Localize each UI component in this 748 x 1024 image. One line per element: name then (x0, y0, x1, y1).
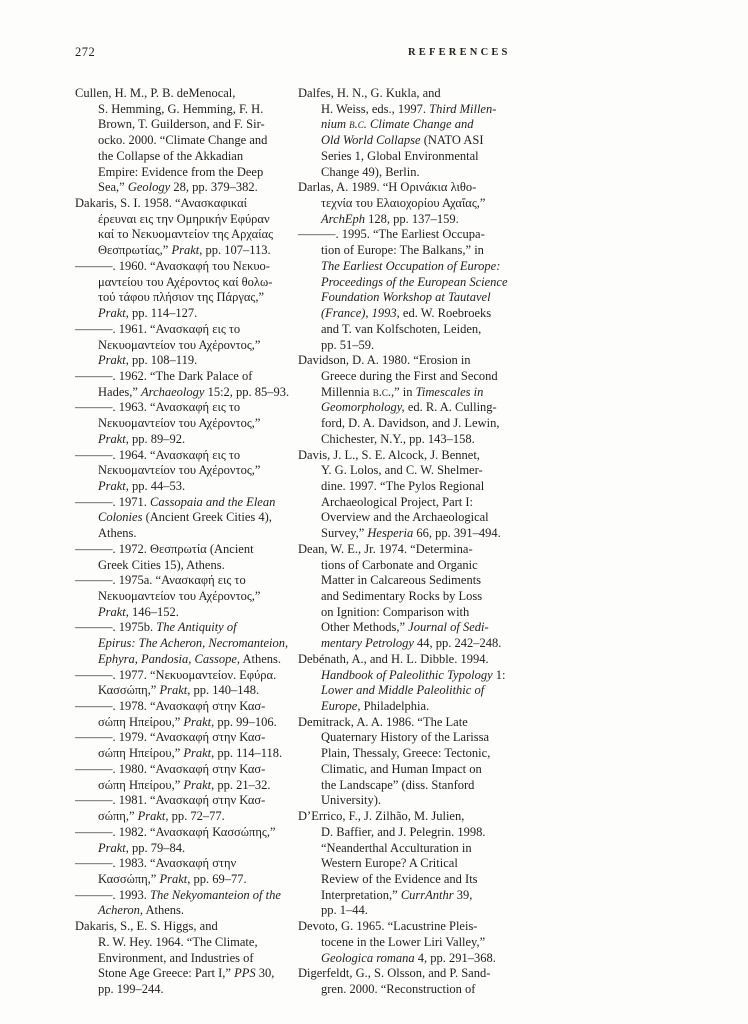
reference-line: D’Errico, F., J. Zilhão, M. Julien, (298, 809, 465, 824)
reference-line: Darlas, A. 1989. “Η Ορινάκια λιθο- (298, 180, 477, 195)
reference-line: Quaternary History of the Larissa (321, 730, 489, 745)
reference-line: Debénath, A., and H. L. Dibble. 1994. (298, 651, 489, 666)
reference-line: the Collapse of the Akkadian (98, 148, 244, 163)
reference-line: Handbook of Paleolithic Typology 1: (321, 667, 506, 682)
reference-line: The Earliest Occupation of Europe: (321, 258, 501, 273)
reference-line: Geomorphology, ed. R. A. Culling- (321, 400, 497, 415)
reference-entry (298, 966, 553, 997)
reference-line: Epirus: The Acheron, Necromanteion, (98, 636, 289, 651)
reference-entry (75, 86, 295, 196)
reference-line: ———. 1964. “Ανασκαφή εις το (75, 447, 241, 462)
reference-entry (298, 715, 553, 809)
reference-entry (298, 86, 553, 180)
reference-line: ———. 1963. “Ανασκαφή εις το (75, 400, 241, 415)
reference-line: Ephyra, Pandosia, Cassope, Athens. (98, 651, 281, 666)
reference-line: (France), 1993, ed. W. Roebroeks (321, 306, 492, 321)
reference-line: Prakt, pp. 114–127. (98, 306, 198, 321)
reference-line: ———. 1980. “Ανασκαφή στην Κασ- (75, 761, 266, 776)
reference-line: Stone Age Greece: Part I,” PPS 30, (98, 966, 275, 981)
reference-line: Dakaris, S., E. S. Higgs, and (75, 919, 218, 934)
references-column-left (75, 86, 295, 998)
reference-entry (298, 180, 553, 227)
reference-line: Old World Collapse (NATO ASI (321, 133, 484, 148)
reference-line: Overview and the Archaeological (321, 510, 489, 525)
reference-line: Κασσώπη,” Prakt, pp. 69–77. (98, 871, 247, 886)
reference-line: Νεκυομαντείον του Αχέροντος,” (98, 337, 261, 352)
reference-entry (75, 448, 295, 495)
reference-line: and Sedimentary Rocks by Loss (321, 589, 483, 603)
reference-line: Empire: Evidence from the Deep (98, 164, 264, 179)
reference-line: ———. 1975b. The Antiquity of (75, 620, 237, 635)
reference-line: Sea,” Geology 28, pp. 379–382. (98, 180, 258, 195)
reference-entry (75, 762, 295, 793)
reference-entry (75, 699, 295, 730)
reference-entry (75, 793, 295, 824)
reference-line: ———. 1993. The Nekyomanteion of the (75, 887, 281, 902)
reference-line: Climatic, and Human Impact on (321, 761, 482, 776)
reference-line: the Landscape” (diss. Stanford (321, 777, 475, 792)
reference-line: Acheron, Athens. (98, 903, 184, 918)
reference-line: Brown, T. Guilderson, and F. Sir- (98, 117, 265, 132)
reference-line: R. W. Hey. 1964. “The Climate, (98, 934, 258, 949)
reference-entry (298, 919, 553, 966)
reference-line: Lower and Middle Paleolithic of (321, 683, 485, 698)
reference-line: Millennia b.c.,” in Timescales in (321, 384, 484, 399)
reference-line: Survey,” Hesperia 66, pp. 391–494. (321, 526, 501, 541)
reference-line: Greece during the First and Second (321, 368, 498, 383)
reference-entry (75, 888, 295, 919)
page-number: 272 (75, 45, 96, 59)
reference-line: D. Baffier, and J. Pelegrin. 1998. (321, 824, 486, 839)
reference-line: “Neanderthal Acculturation in (321, 840, 472, 855)
reference-line: University). (321, 793, 382, 808)
reference-line: ———. 1995. “The Earliest Occupa- (298, 227, 485, 242)
reference-line: tions of Carbonate and Organic (321, 557, 478, 572)
reference-line: and T. van Kolfschoten, Leiden, (321, 321, 482, 336)
reference-line: ford, D. A. Davidson, and J. Lewin, (321, 416, 500, 431)
reference-line: Chichester, N.Y., pp. 143–158. (321, 431, 475, 446)
reference-line: Prakt, pp. 89–92. (98, 431, 186, 446)
reference-line: ———. 1975a. “Ανασκαφή εις το (75, 573, 246, 588)
reference-line: Νεκυομαντείον του Αχέροντος,” (98, 463, 261, 478)
reference-entry (75, 730, 295, 761)
reference-entry (298, 542, 553, 652)
reference-entry (75, 668, 295, 699)
reference-line: ———. 1961. “Ανασκαφή εις το (75, 321, 241, 336)
reference-line: σώπη Ηπείρου,” Prakt, pp. 21–32. (98, 777, 271, 792)
reference-line: S. Hemming, G. Hemming, F. H. (98, 101, 264, 116)
reference-entry (75, 369, 295, 400)
reference-entry (75, 542, 295, 573)
reference-line: Demitrack, A. A. 1986. “The Late (298, 714, 468, 729)
reference-line: τεχνία του Ελαιοχορίου Αχαΐας,” (321, 196, 486, 211)
reference-entry (298, 353, 553, 447)
reference-line: ———. 1971. Cassopaia and the Elean (75, 494, 276, 509)
reference-line: ———. 1982. “Ανασκαφή Κασσώπης,” (75, 824, 276, 839)
reference-line: gren. 2000. “Reconstruction of (321, 981, 476, 996)
reference-line: Review of the Evidence and Its (321, 871, 478, 886)
reference-entry (75, 259, 295, 322)
reference-line: tion of Europe: The Balkans,” in (321, 243, 484, 258)
reference-line: Plain, Thessaly, Greece: Tectonic, (321, 746, 491, 761)
reference-line: Davidson, D. A. 1980. “Erosion in (298, 353, 471, 368)
reference-line: μαντείου του Αχέροντος καί θολω- (98, 274, 273, 289)
reference-line: σώπη Ηπείρου,” Prakt, pp. 114–118. (98, 746, 283, 761)
reference-line: Foundation Workshop at Tautavel (321, 290, 491, 305)
reference-line: Y. G. Lolos, and C. W. Shelmer- (321, 463, 483, 478)
reference-entry (75, 856, 295, 887)
reference-entry (75, 400, 295, 447)
reference-line: mentary Petrology 44, pp. 242–248. (321, 636, 502, 651)
reference-line: Other Methods,” Journal of Sedi- (321, 620, 489, 635)
reference-line: Prakt, pp. 44–53. (98, 478, 186, 493)
reference-line: ocko. 2000. “Climate Change and (98, 133, 268, 148)
reference-line: Dakaris, S. I. 1958. “Ανασκαφικαί (75, 196, 247, 211)
reference-line: Interpretation,” CurrAnthr 39, (321, 887, 473, 902)
reference-line: Prakt, 146–152. (98, 604, 179, 619)
reference-line: τού τάφου πλήσιον της Πάργας,” (98, 290, 265, 305)
reference-line: Νεκυομαντείον του Αχέροντος,” (98, 589, 261, 603)
reference-line: tocene in the Lower Liri Valley,” (321, 934, 486, 949)
reference-line: Athens. (98, 526, 137, 541)
running-head: REFERENCES (408, 47, 511, 58)
reference-line: Κασσώπη,” Prakt, pp. 140–148. (98, 683, 260, 698)
reference-entry (298, 448, 553, 542)
reference-line: ———. 1981. “Ανασκαφή στην Κασ- (75, 793, 266, 808)
reference-line: Θεσπρωτίας,” Prakt, pp. 107–113. (98, 243, 271, 258)
reference-line: Change 49), Berlin. (321, 164, 420, 179)
reference-line: ———. 1962. “The Dark Palace of (75, 368, 253, 383)
reference-line: Matter in Calcareous Sediments (321, 573, 482, 588)
reference-line: Archaeological Project, Part I: (321, 494, 474, 509)
reference-line: Cullen, H. M., P. B. deMenocal, (75, 86, 236, 100)
reference-line: ———. 1960. “Ανασκαφή του Νεκυο- (75, 258, 270, 273)
reference-line: Proceedings of the European Science (321, 274, 508, 289)
reference-line: Geologica romana 4, pp. 291–368. (321, 950, 496, 965)
reference-line: σώπη Ηπείρου,” Prakt, pp. 99–106. (98, 714, 277, 729)
references-column-right (298, 86, 553, 998)
reference-line: Prakt, pp. 108–119. (98, 353, 198, 368)
reference-entry (75, 322, 295, 369)
reference-line: Greek Cities 15), Athens. (98, 557, 225, 572)
reference-line: Prakt, pp. 79–84. (98, 840, 186, 855)
reference-line: ———. 1977. “Νεκυομαντείον. Εφύρα. (75, 667, 277, 682)
reference-entry (75, 825, 295, 856)
reference-entry (75, 196, 295, 259)
reference-line: ———. 1978. “Ανασκαφή στην Κασ- (75, 699, 266, 714)
reference-line: Western Europe? A Critical (321, 856, 458, 871)
reference-line: on Ignition: Comparison with (321, 604, 470, 619)
reference-line: Hades,” Archaeology 15:2, pp. 85–93. (98, 384, 290, 399)
reference-line: Νεκυομαντείον του Αχέροντος,” (98, 416, 261, 431)
reference-line: Europe, Philadelphia. (321, 699, 430, 714)
reference-entry (75, 919, 295, 998)
reference-entry (75, 495, 295, 542)
reference-line: dine. 1997. “The Pylos Regional (321, 478, 485, 493)
reference-line: pp. 199–244. (98, 981, 164, 996)
reference-entry (75, 573, 295, 620)
reference-line: ———. 1979. “Ανασκαφή στην Κασ- (75, 730, 266, 745)
reference-line: Dean, W. E., Jr. 1974. “Determina- (298, 541, 473, 556)
reference-line: ———. 1983. “Ανασκαφή στην (75, 856, 237, 871)
reference-line: καί το Νεκυομαντείον της Αρχαίας (98, 227, 274, 242)
reference-entry (298, 809, 553, 919)
reference-line: ArchEph 128, pp. 137–159. (321, 211, 459, 226)
reference-entry (298, 227, 553, 353)
reference-line: Colonies (Ancient Greek Cities 4), (98, 510, 272, 525)
reference-line: Davis, J. L., S. E. Alcock, J. Bennet, (298, 447, 480, 462)
reference-line: ———. 1972. Θεσπρωτία (Ancient (75, 541, 254, 556)
reference-entry (298, 652, 553, 715)
reference-line: pp. 51–59. (321, 337, 375, 352)
reference-line: nium b.c. Climate Change and (321, 117, 474, 132)
reference-line: σώπη,” Prakt, pp. 72–77. (98, 809, 225, 824)
reference-line: Series 1, Global Environmental (321, 148, 479, 163)
reference-line: pp. 1–44. (321, 903, 368, 918)
reference-entry (75, 620, 295, 667)
reference-line: Dalfes, H. N., G. Kukla, and (298, 86, 441, 100)
reference-line: Devoto, G. 1965. “Lacustrine Pleis- (298, 919, 478, 934)
reference-line: H. Weiss, eds., 1997. Third Millen- (321, 101, 497, 116)
reference-line: Environment, and Industries of (98, 950, 254, 965)
reference-line: έρευναι εις την Ομηρικήν Εφύραν (98, 211, 270, 226)
reference-line: Digerfeldt, G., S. Olsson, and P. Sand- (298, 966, 491, 981)
